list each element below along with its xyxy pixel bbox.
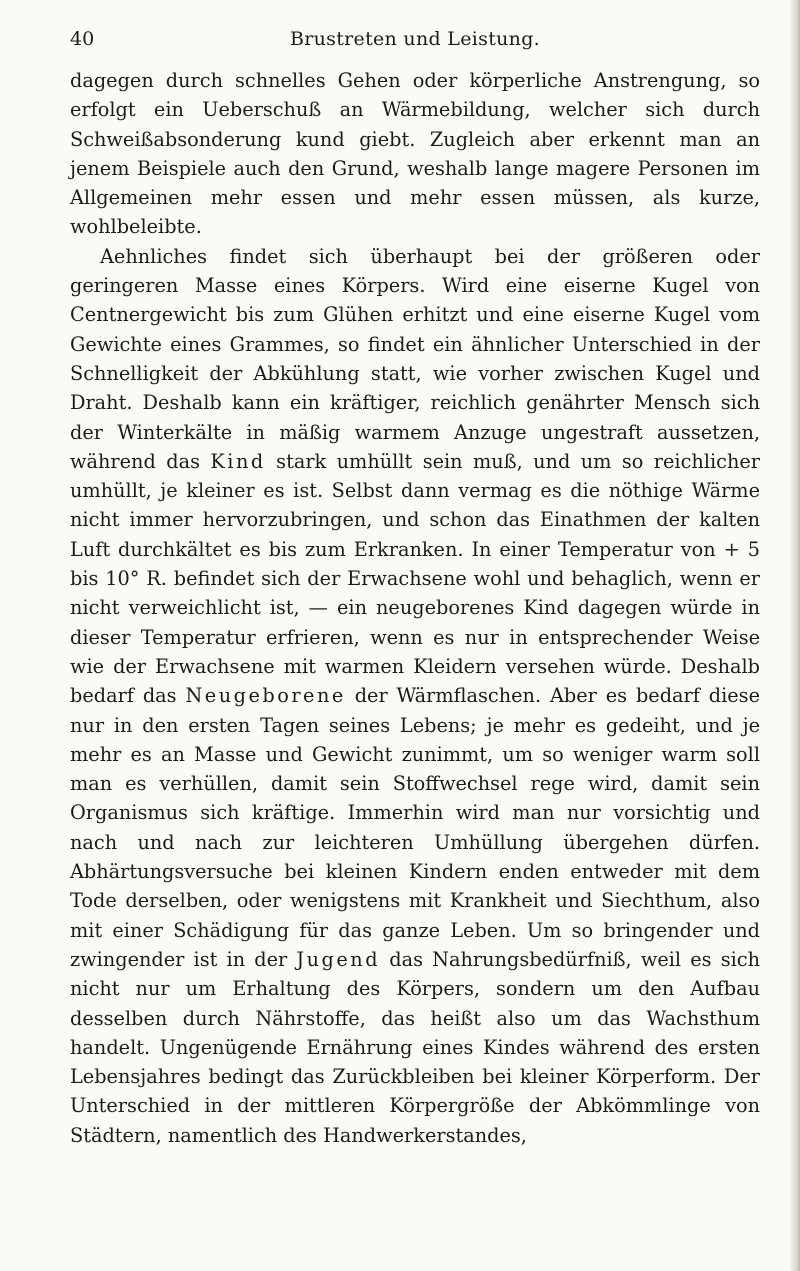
running-head [70, 26, 760, 56]
running-head-title: Brustreten und Leistung. [289, 28, 541, 50]
page-edge-shadow [790, 0, 800, 1271]
emphasized-word: Kind [210, 449, 266, 473]
paragraph-2: Aehnliches findet sich überhaupt bei der größeren oder geringeren Masse eines Körpers. Wird eine eiserne Kugel von Centnergewicht bis zum Glühen erhitzt und eine eiserne Kugel vom Gewichte eines Grammes, so findet ein ähnlicher Unterschied in der Schnelligkeit der Abkühlung statt, wie vorher zwischen Kugel und Draht. Deshalb kann ein kräftiger, reichlich genährter Mensch sich der Winterkälte in mäßig warmem Anzuge ungestraft aussetzen, während das Kind stark umhüllt sein muß, und um so reichlicher umhüllt, je kleiner es ist. Selbst dann vermag es die nöthige Wärme nicht immer hervorzubringen, und schon das Einathmen der kalten Luft durchkältet es bis zum Erkranken. In einer Temperatur von + 5 bis 10° R. befindet sich der Erwachsene wohl und behaglich, wenn er nicht verweichlicht ist, — ein neugeborenes Kind dagegen würde in dieser Temperatur erfrieren, wenn es nur in entsprechender Weise wie der Erwachsene mit warmen Kleidern versehen würde. Deshalb bedarf das Neugeborene der Wärmflaschen. Aber es bedarf diese nur in den ersten Tagen seines Lebens; je mehr es gedeiht, und je mehr es an Masse und Gewicht zunimmt, um so weniger warm soll man es verhüllen, damit sein Stoffwechsel rege wird, damit sein Organismus sich kräftige. Immerhin wird man nur vorsichtig und nach und nach zur leichteren Umhüllung übergehen dürfen. Abhärtungsversuche bei kleinen Kindern enden entweder mit dem Tode derselben, oder wenigstens mit Krankheit und Siechthum, also mit einer Schädigung für das ganze Leben. Um so bringender und zwingender ist in der Jugend das Nahrungsbedürfniß, weil es sich nicht nur um Erhaltung des Körpers, sondern um den Aufbau desselben durch Nährstoffe, das heißt also um das Wachsthum handelt. Ungenügende Ernährung eines Kindes während des ersten Lebensjahres bedingt das Zurückbleiben bei kleiner Körperform. Der Unterschied in der mittleren Körpergröße der Abkömmlinge von Städtern, namentlich des Handwerkerstandes, [70, 244, 760, 1147]
emphasized-word: Neugeborene [185, 684, 346, 708]
body-text [70, 66, 760, 1150]
page-number: 40 [70, 28, 95, 50]
paragraph-1: dagegen durch schnelles Gehen oder körperliche Anstrengung, so erfolgt ein Ueberschuß an Wärmebildung, welcher sich durch Schweißabsonderung kund giebt. Zugleich aber erkennt man an jenem Beispiele auch den Grund, weshalb lange magere Personen im Allgemeinen mehr essen und mehr essen müssen, als kurze, wohlbeleibte. [70, 69, 760, 239]
emphasized-word: Jugend [296, 947, 381, 971]
